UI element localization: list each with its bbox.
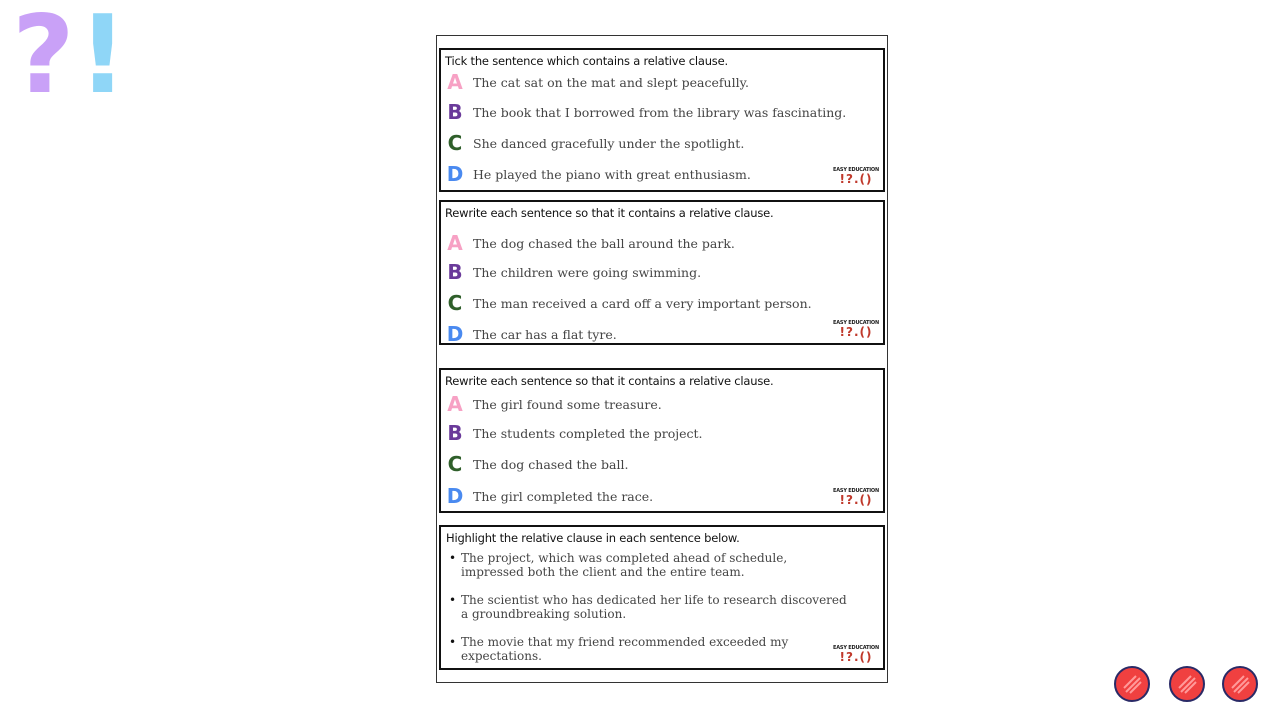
bullet-icon: • bbox=[449, 551, 457, 565]
nav-button-2[interactable] bbox=[1169, 666, 1205, 702]
bullet-text: The movie that my friend recommended exceeded my expectations. bbox=[461, 635, 789, 663]
option-text: The students completed the project. bbox=[473, 425, 703, 441]
option-d[interactable] bbox=[445, 162, 751, 186]
worksheet-page bbox=[436, 35, 888, 683]
easy-education-logo: EASY EDUCATION !?.() bbox=[833, 320, 879, 339]
scribble-icon bbox=[1228, 672, 1252, 696]
letter-c-icon: C bbox=[447, 131, 463, 155]
card-title: Tick the sentence which contains a relative clause. bbox=[445, 54, 728, 68]
option-a[interactable] bbox=[445, 70, 749, 94]
option-c[interactable] bbox=[445, 452, 628, 476]
option-d[interactable] bbox=[445, 484, 653, 508]
nav-button-3[interactable] bbox=[1222, 666, 1258, 702]
letter-b-icon: B bbox=[447, 100, 463, 124]
option-text: She danced gracefully under the spotlight. bbox=[473, 135, 745, 151]
option-text: The cat sat on the mat and slept peacefully. bbox=[473, 74, 749, 90]
option-b[interactable] bbox=[445, 100, 846, 124]
question-card-1 bbox=[439, 48, 885, 192]
letter-b-icon: B bbox=[447, 421, 463, 445]
option-c[interactable] bbox=[445, 131, 744, 155]
bullet-icon: • bbox=[449, 593, 457, 607]
question-mark-decoration: ? bbox=[12, 0, 75, 118]
option-b[interactable] bbox=[445, 260, 701, 284]
bullet-text: The project, which was completed ahead of schedule, impressed both the client and the entire team. bbox=[461, 551, 788, 579]
option-text: The dog chased the ball around the park. bbox=[473, 235, 735, 251]
card-title: Highlight the relative clause in each sentence below. bbox=[446, 531, 740, 545]
letter-a-icon: A bbox=[447, 392, 463, 416]
nav-button-1[interactable] bbox=[1114, 666, 1150, 702]
easy-education-logo: EASY EDUCATION !?.() bbox=[833, 488, 879, 507]
letter-c-icon: C bbox=[447, 452, 463, 476]
question-card-4 bbox=[439, 525, 885, 670]
easy-education-logo: EASY EDUCATION !?.() bbox=[833, 167, 879, 186]
option-a[interactable] bbox=[445, 231, 735, 255]
letter-d-icon: D bbox=[446, 484, 464, 508]
question-card-3 bbox=[439, 368, 885, 513]
bullet-text: The scientist who has dedicated her life to research discovered a groundbreaking solution. bbox=[461, 593, 847, 621]
option-text: The dog chased the ball. bbox=[473, 456, 629, 472]
letter-c-icon: C bbox=[447, 291, 463, 315]
question-card-2 bbox=[439, 200, 885, 345]
option-text: The girl found some treasure. bbox=[473, 396, 662, 412]
bullet-item bbox=[449, 551, 849, 579]
letter-b-icon: B bbox=[447, 260, 463, 284]
bullet-item bbox=[449, 593, 849, 621]
option-text: The car has a flat tyre. bbox=[473, 326, 617, 342]
option-text: He played the piano with great enthusiasm. bbox=[473, 166, 751, 182]
scribble-icon bbox=[1120, 672, 1144, 696]
option-text: The girl completed the race. bbox=[473, 488, 654, 504]
option-c[interactable] bbox=[445, 291, 812, 315]
card-title: Rewrite each sentence so that it contains a relative clause. bbox=[445, 206, 774, 220]
letter-a-icon: A bbox=[447, 231, 463, 255]
scribble-icon bbox=[1175, 672, 1199, 696]
letter-d-icon: D bbox=[446, 162, 464, 186]
option-text: The children were going swimming. bbox=[473, 264, 702, 280]
option-text: The man received a card off a very important person. bbox=[473, 295, 812, 311]
bullet-icon: • bbox=[449, 635, 457, 649]
card-title: Rewrite each sentence so that it contains a relative clause. bbox=[445, 374, 774, 388]
exclamation-mark-decoration: ! bbox=[78, 0, 128, 118]
option-b[interactable] bbox=[445, 421, 703, 445]
easy-education-logo: EASY EDUCATION !?.() bbox=[833, 645, 879, 664]
letter-a-icon: A bbox=[447, 70, 463, 94]
option-text: The book that I borrowed from the library was fascinating. bbox=[473, 104, 847, 120]
option-d[interactable] bbox=[445, 322, 617, 346]
bullet-item bbox=[449, 635, 849, 663]
letter-d-icon: D bbox=[446, 322, 464, 346]
option-a[interactable] bbox=[445, 392, 662, 416]
